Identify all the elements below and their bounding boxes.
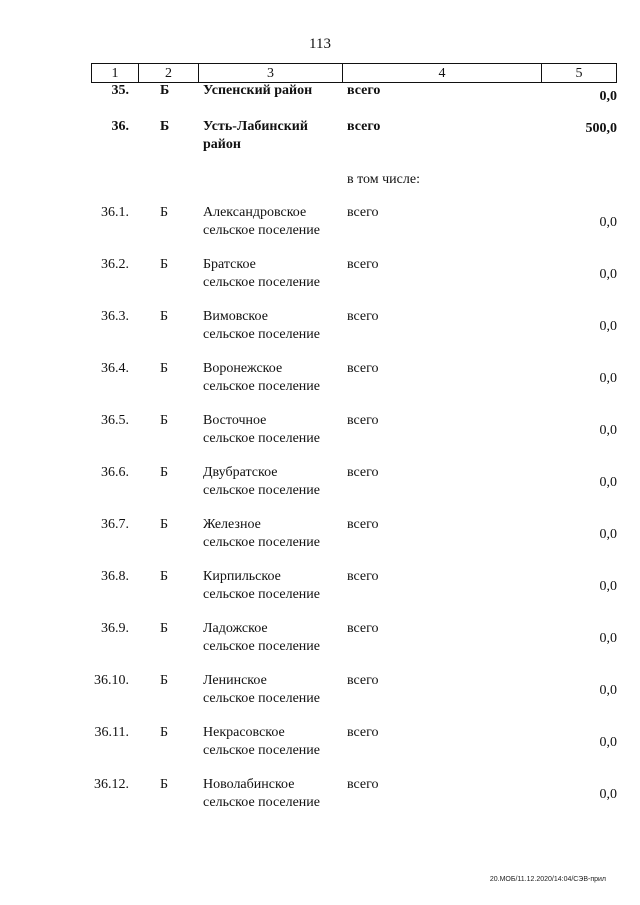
subheading: в том числе:	[347, 172, 420, 187]
row-number: 35.	[111, 83, 129, 98]
row-number: 36.3.	[101, 309, 129, 324]
row-name-line-1: Новолабинское	[203, 777, 295, 792]
row-number: 36.1.	[101, 205, 129, 220]
row-name: Успенский район	[203, 83, 313, 98]
row-name	[203, 620, 343, 656]
row-number: 36.9.	[101, 621, 129, 636]
row-name-line-2: сельское поселение	[203, 379, 320, 394]
row-value: 0,0	[599, 267, 617, 282]
row-name-line-1: Двубратское	[203, 465, 278, 480]
row-name-line-2: сельское поселение	[203, 275, 320, 290]
row-kind: всего	[347, 83, 381, 98]
row-letter: Б	[160, 83, 170, 98]
header-col-3: 3	[199, 64, 343, 82]
row-letter: Б	[160, 517, 169, 532]
row-name	[203, 360, 343, 396]
row-letter: Б	[160, 309, 169, 324]
row-name-line-1: Железное	[203, 517, 261, 532]
row-letter: Б	[160, 257, 169, 272]
row-name-line-1: Вимовское	[203, 309, 268, 324]
row-name-line-1: Воронежское	[203, 361, 283, 376]
header-col-4: 4	[343, 64, 542, 82]
row-letter: Б	[160, 119, 170, 134]
row-number: 36.4.	[101, 361, 129, 376]
row-number: 36.10.	[94, 673, 129, 688]
row-name-line-2: сельское поселение	[203, 483, 320, 498]
row-value: 0,0	[599, 89, 617, 104]
row-kind: всего	[347, 777, 379, 792]
row-number: 36.12.	[94, 777, 129, 792]
row-name-line-2: сельское поселение	[203, 327, 320, 342]
row-kind: всего	[347, 257, 379, 272]
row-name-line-1: Ладожское	[203, 621, 268, 636]
row-number: 36.6.	[101, 465, 129, 480]
row-letter: Б	[160, 621, 169, 636]
row-value: 0,0	[599, 527, 617, 542]
row-letter: Б	[160, 361, 169, 376]
row-kind: всего	[347, 361, 379, 376]
row-letter: Б	[160, 465, 169, 480]
row-name	[203, 776, 343, 812]
row-number: 36.8.	[101, 569, 129, 584]
row-name	[203, 204, 343, 240]
row-letter: Б	[160, 725, 169, 740]
row-kind: всего	[347, 309, 379, 324]
row-number: 36.7.	[101, 517, 129, 532]
row-name-line-2: сельское поселение	[203, 223, 320, 238]
row-name	[203, 412, 343, 448]
header-col-1: 1	[92, 64, 139, 82]
row-value: 0,0	[599, 579, 617, 594]
row-name	[203, 308, 343, 344]
row-kind: всего	[347, 205, 379, 220]
row-letter: Б	[160, 413, 169, 428]
row-name-line-2: сельское поселение	[203, 795, 320, 810]
header-col-5: 5	[575, 66, 583, 81]
row-name-line-2: сельское поселение	[203, 431, 320, 446]
row-name-line-2: сельское поселение	[203, 587, 320, 602]
row-letter: Б	[160, 569, 169, 584]
row-name-line-2: сельское поселение	[203, 691, 320, 706]
row-name: Усть-Лабинский район	[203, 119, 308, 152]
row-value: 0,0	[599, 787, 617, 802]
row-name	[203, 516, 343, 552]
row-name	[203, 568, 343, 604]
row-name	[203, 464, 343, 500]
row-value: 0,0	[599, 475, 617, 490]
row-kind: всего	[347, 621, 379, 636]
row-value: 0,0	[599, 683, 617, 698]
row-number: 36.	[111, 119, 129, 134]
row-value: 0,0	[599, 735, 617, 750]
row-kind: всего	[347, 673, 379, 688]
row-name-line-1: Братское	[203, 257, 256, 272]
row-name	[203, 256, 343, 292]
row-value: 0,0	[599, 631, 617, 646]
row-number: 36.5.	[101, 413, 129, 428]
row-name-line-1: Некрасовское	[203, 725, 285, 740]
row-kind: всего	[347, 517, 379, 532]
row-letter: Б	[160, 673, 169, 688]
row-name-line-1: Ленинское	[203, 673, 267, 688]
row-kind: всего	[347, 725, 379, 740]
row-letter: Б	[160, 205, 169, 220]
row-number: 36.2.	[101, 257, 129, 272]
row-letter: Б	[160, 777, 169, 792]
page-number: 113	[309, 36, 331, 52]
row-kind: всего	[347, 465, 379, 480]
row-name-line-2: сельское поселение	[203, 535, 320, 550]
row-value: 0,0	[599, 371, 617, 386]
row-kind: всего	[347, 119, 381, 134]
row-name	[203, 724, 343, 760]
table-header	[91, 63, 617, 83]
row-kind: всего	[347, 413, 379, 428]
row-name-line-1: Восточное	[203, 413, 267, 428]
header-col-2: 2	[139, 64, 199, 82]
row-name	[203, 672, 343, 708]
row-kind: всего	[347, 569, 379, 584]
footer-stamp: 20.МОБ/11.12.2020/14:04/СЭВ-прил	[489, 876, 606, 883]
row-number: 36.11.	[94, 725, 129, 740]
row-name-line-2: сельское поселение	[203, 743, 320, 758]
row-name-line-1: Александровское	[203, 205, 307, 220]
row-value: 0,0	[599, 423, 617, 438]
row-value: 0,0	[599, 215, 617, 230]
row-name-line-1: Кирпильское	[203, 569, 281, 584]
row-name-line-2: сельское поселение	[203, 639, 320, 654]
row-value: 500,0	[585, 121, 617, 136]
row-value: 0,0	[599, 319, 617, 334]
